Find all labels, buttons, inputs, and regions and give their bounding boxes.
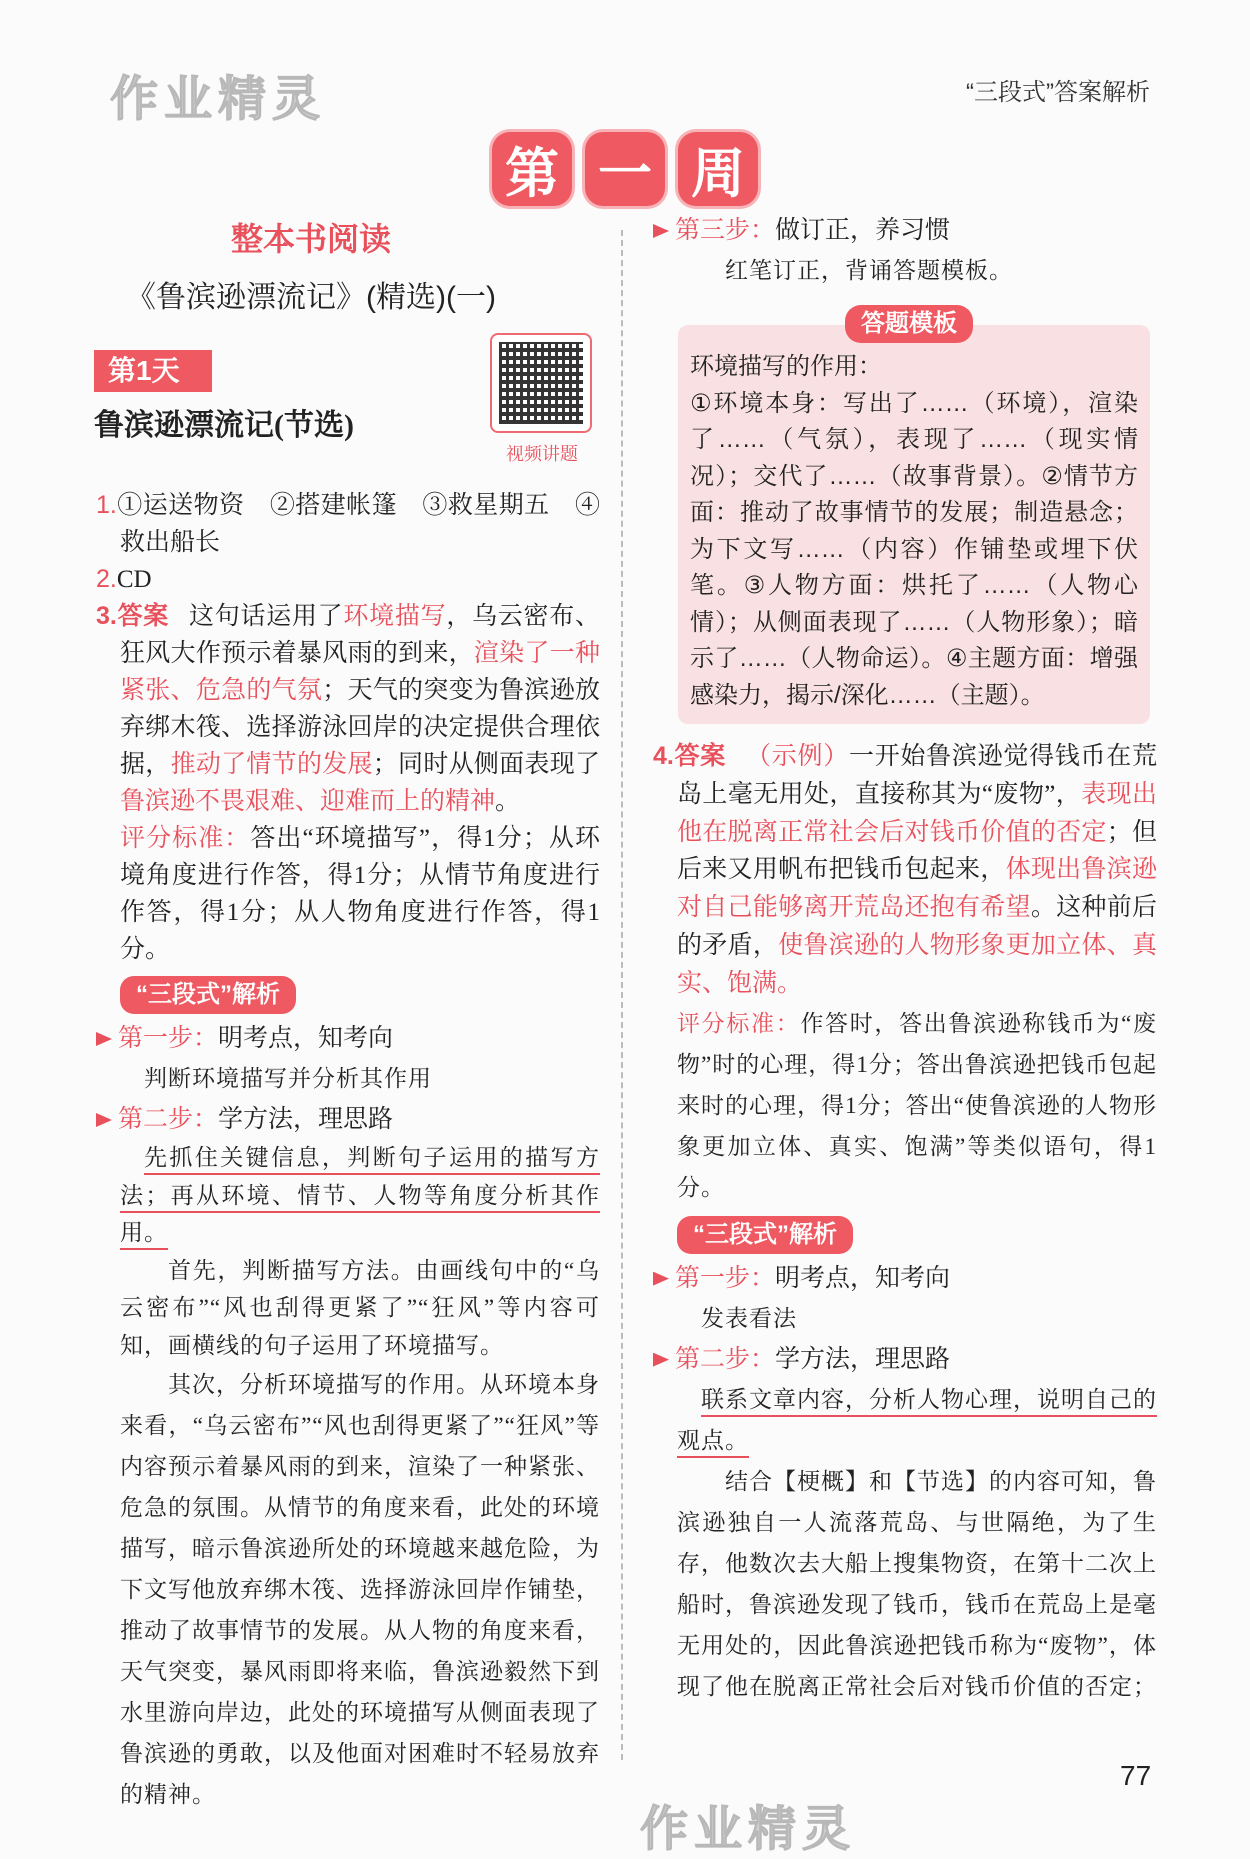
analysis-badge: “三段式”解析	[677, 1216, 853, 1254]
page-number: 77	[1120, 1760, 1152, 1791]
book-title: 《鲁滨逊漂流记》(精选)(一)	[126, 281, 496, 314]
arrow-bullet-icon	[96, 1032, 112, 1046]
right-column	[653, 210, 1157, 1707]
step-label: 第三步：	[675, 216, 776, 244]
passage-title: 鲁滨逊漂流记(节选)	[94, 409, 354, 442]
arrow-bullet-icon	[653, 1272, 669, 1286]
answer-key-point: 鲁滨逊不畏艰难、迎难而上的精神	[120, 788, 496, 815]
method-text: 先抓住关键信息，判断句子运用的描写方法；再从环境、情节、人物等角度分析其作用。	[120, 1145, 600, 1245]
answer-text: 这句话运用了	[189, 603, 344, 630]
week-title-char: 第	[492, 132, 572, 206]
template-badge: 答题模板	[845, 305, 973, 343]
step-title: 学方法，理思路	[218, 1105, 394, 1133]
section-header: “三段式”答案解析	[966, 79, 1150, 106]
answer-text: 。这种前后的矛盾，	[677, 894, 1157, 959]
step-1-body: 发表看法	[701, 1305, 797, 1331]
arrow-bullet-icon	[96, 1113, 112, 1127]
answer-key-point: 环境描写	[343, 603, 447, 630]
video-lecture-label: 视频讲题	[506, 444, 578, 464]
step-2	[96, 1099, 600, 1139]
step-1	[653, 1258, 1157, 1298]
method-text: 联系文章内容，分析人物心理，说明自己的观点。	[677, 1386, 1157, 1453]
answer-key-point: 推动了情节的发展	[170, 751, 373, 778]
step-title: 明考点，知考向	[218, 1024, 394, 1052]
step-label: 第一步：	[675, 1263, 776, 1292]
answer-3	[96, 598, 600, 820]
answer-text: ①运送物资 ②搭建帐篷 ③救星期五 ④救出船长	[116, 492, 600, 556]
answer-text: ；同时从侧面表现了	[372, 751, 600, 778]
scoring-text: 作答时，答出鲁滨逊称钱币为“废物”时的心理，得1分；答出鲁滨逊把钱币包起来时的心理，得1分；答出“使鲁滨逊的人物形象更加立体、真实、饱满”等类似语句，得1分。	[677, 1010, 1158, 1200]
column-divider	[621, 230, 623, 1760]
scoring-criteria	[653, 1003, 1157, 1208]
step-2-body	[653, 1379, 1157, 1461]
answer-text: ，乌云密布、狂风大作预示着暴风雨的到来，	[120, 603, 600, 667]
answer-text: ；但后来又用帆布把钱币包起来，	[677, 818, 1157, 884]
analysis-paragraph: 结合【梗概】和【节选】的内容可知，鲁滨逊独自一人流落荒岛、与世隔绝，为了生存，他数次去大船上搜集物资，在第十二次上船时，鲁滨逊发现了钱币，钱币在荒岛上是毫无用处的，因此鲁滨逊把钱币称为“废物”，体现了他在脱离正常社会后对钱币价值的否定；	[677, 1468, 1157, 1699]
step-label: 第二步：	[675, 1344, 776, 1373]
question-number: 2.	[96, 565, 117, 593]
step-title: 学方法，理思路	[775, 1344, 951, 1373]
day-badge: 第1天	[94, 350, 212, 392]
scoring-criteria	[96, 820, 600, 968]
step-1	[96, 1018, 600, 1058]
arrow-bullet-icon	[653, 1353, 669, 1367]
answer-key-point: 表现出他在脱离正常社会后对钱币价值的否定	[677, 780, 1157, 846]
answer-text: 一开始鲁滨逊觉得钱币在荒岛上毫无用处，直接称其为“废物”，	[677, 743, 1157, 808]
question-number: 3.答案	[96, 602, 170, 630]
step-2-body	[96, 1139, 600, 1252]
question-number: 1.	[96, 491, 117, 519]
week-title-char: 一	[585, 132, 665, 206]
answer-text: ；天气的突变为鲁滨逊放弃绑木筏、选择游泳回岸的决定提供合理依据，	[120, 677, 600, 778]
step-3	[653, 210, 1157, 250]
left-column	[96, 487, 600, 1815]
step-title: 做订正，养习惯	[775, 216, 951, 244]
step-1-body: 判断环境描写并分析其作用	[144, 1066, 432, 1091]
scoring-label: 评分标准：	[120, 825, 251, 852]
step-label: 第一步：	[118, 1024, 219, 1052]
answer-template	[678, 305, 1150, 724]
answer-2	[96, 561, 600, 598]
watermark: 作业精灵	[110, 73, 327, 126]
template-body: ①环境本身：写出了……（环境），渲染了……（气氛），表现了……（现实情况）；交代了……（故事背景）。②情节方面：推动了故事情节的发展；制造悬念；为下文写……（内容）作铺垫或埋下伏笔。③人物方面：烘托了……（人物心情）；从侧面表现了……（人物形象）；暗示了……（人物命运）。④主题方面：增强感染力，揭示/深化……（主题）。	[690, 389, 1138, 709]
answer-text: 。	[495, 788, 521, 815]
answer-template-box	[678, 325, 1150, 724]
answer-4	[653, 738, 1157, 1003]
step-3-body: 红笔订正，背诵答题模板。	[725, 258, 1013, 283]
analysis-paragraph: 其次，分析环境描写的作用。从环境本身来看，“乌云密布”“风也刮得更紧了”“狂风”等内容预示着暴风雨的到来，渲染了一种紧张、危急的氛围。从情节的角度来看，此处的环境描写，暗示鲁滨逊所处的环境越来越危险，为下文写他放弃绑木筏、选择游泳回岸作铺垫，推动了故事情节的发展。从人物的角度来看，天气突变，暴风雨即将来临，鲁滨逊毅然下到水里游向岸边，此处的环境描写从侧面表现了鲁滨逊的勇敢，以及他面对困难时不轻易放弃的精神。	[120, 1372, 600, 1807]
qr-code-icon	[499, 342, 583, 424]
answer-1	[96, 487, 600, 561]
scoring-text: 答出“环境描写”，得1分；从环境角度进行作答，得1分；从情节角度进行作答，得1分；从人物角度进行作答，得1分。	[120, 825, 600, 963]
watermark: 作业精灵	[640, 1803, 857, 1856]
answer-key-point: 渲染了一种紧张、危急的气氛	[120, 640, 600, 704]
section-heading: 整本书阅读	[230, 221, 391, 257]
analysis-paragraph: 首先，判断描写方法。由画线句中的“乌云密布”“风也刮得更紧了”“狂风”等内容可知，画横线的句子运用了环境描写。	[120, 1257, 600, 1358]
answer-text: CD	[116, 566, 152, 593]
scoring-label: 评分标准：	[677, 1010, 801, 1036]
qr-code[interactable]	[490, 333, 592, 433]
step-title: 明考点，知考向	[775, 1263, 951, 1292]
example-label: （示例）	[746, 743, 849, 770]
analysis-badge: “三段式”解析	[120, 976, 296, 1014]
question-number: 4.答案	[653, 742, 727, 770]
step-label: 第二步：	[118, 1105, 219, 1133]
arrow-bullet-icon	[653, 224, 669, 238]
template-title: 环境描写的作用：	[690, 353, 882, 380]
week-title-char: 周	[678, 132, 758, 206]
step-2	[653, 1339, 1157, 1379]
answer-key-point: 使鲁滨逊的人物形象更加立体、真实、饱满。	[677, 931, 1157, 997]
answer-key-point: 体现出鲁滨逊对自己能够离开荒岛还抱有希望	[677, 856, 1157, 922]
